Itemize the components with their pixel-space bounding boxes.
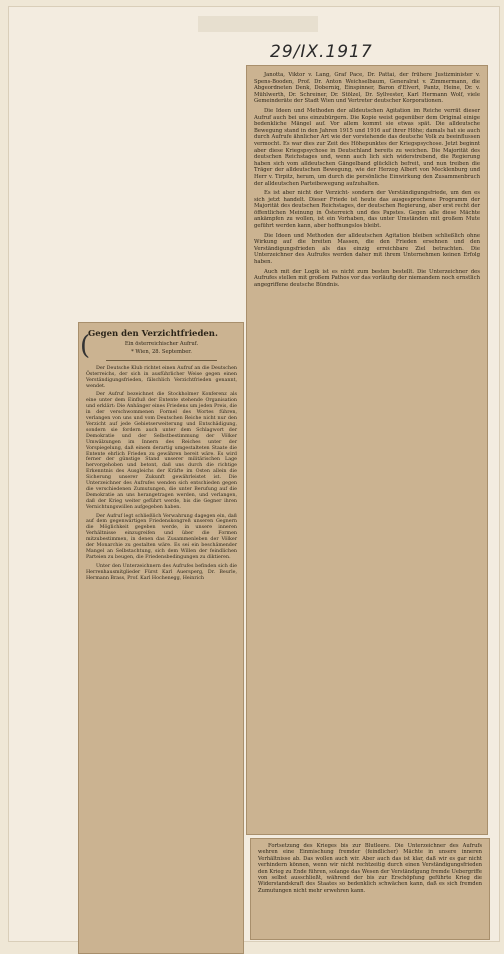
handwritten-date: 29/IX.1917 (270, 42, 373, 62)
article-dateline: * Wien, 28. September. (131, 348, 192, 355)
paragraph: Der Aufruf bezeichnet die Stockholmer Konferenz als eine unter dem Einfluß der Entente stehende Organisation und erklärt: Die Anhänger eines Friedens um jeden Preis, die in der verschwommenen Formel des Wortes führen, verlangen von uns und vom Deutschen Reiche nicht nur den Verzicht auf jede Gebietserweiterung und Entschädigung, sondern sie fordern auch unter dem Schlagwort der Demokratie und der Selbstbestimmung der Völker Umwälzungen im Innern des Reiches unter der Vorspiegelung, daß einem derartig umgestalteten Staate die Entente ehrlich Frieden zu gewähren bereit wäre. Es wird ferner der günstige Stand unserer militärischen Lage hervorgehoben und betont, daß uns durch die richtige Erkenntnis des Ausgleichs der Kräfte im Osten allein die Sicherung unserer Zukunft gewährleistet ist. Die Unterzeichner des Aufrufes wenden sich entschieden gegen die verschiedenen Zumutungen, die unter Berufung auf die Demokratie an uns herangetragen werden, und verlangen, daß der Krieg weiter geführt werde, bis die Gegner ihren Vernichtungswillen aufgegeben haben. (86, 392, 237, 510)
clipping-right-bottom (250, 838, 490, 940)
paragraph: Fortsetzung des Krieges bis zur Blutleere. Die Unterzeichner des Aufrufs wehren eine Einmischung fremder (feindlicher) Mächte in unsere inneren Verhältnisse ab. Das wollen auch wir. Aber auch das ist klar, daß wir es gar nicht verhindern können, wenn wir nicht rechtzeitig durch einen Verständigungsfrieden den Krieg zu Ende führen, solange das Wesen der Verständigung fremde Uebergriffe von selbst ausschließt, während der bis zur Erschöpfung geführte Krieg die Widerstandskraft des Staates so bedenklich schwächen kann, daß es sich fremden Zumutungen nicht mehr erwehren kann. (258, 843, 482, 894)
article-subtitle: Ein österreichischer Aufruf. (124, 341, 199, 347)
clipping-right-top (246, 65, 488, 835)
paragraph: Der Aufruf legt schließlich Verwahrung dagegen ein, daß auf dem gegenwärtigen Friedenskongreß unseren Gegnern die Möglichkeit gegeben werde, in unsere inneren Verhältnisse einzugreifen und über die Formen mitzubestimmen, in denen das Zusammenleben der Völker der Monarchie zu gestalten wäre. Es sei ein beschämender Mangel an Selbstachtung, sich dem Willen der feindlichen Parteien zu beugen, die Friedensbedingungen zu diktieren. (86, 513, 237, 560)
paragraph: Unter den Unterzeichnern des Aufrufes befinden sich die Herrenhausmitglieder Fürst Karl Auersperg, Dr. Beurle, Hermann Brass, Prof. Karl Hochenegg, Heinrich (86, 563, 237, 581)
bracket-mark: ( (80, 331, 91, 361)
paragraph: Der Deutsche Klub richtet einen Aufruf an die Deutschen Österreichs, der sich in ausführlicher Weise gegen einen Verständigungsfrieden, fälschlich Verzichtfrieden genannt, wendet. (86, 365, 237, 389)
paragraph: Es ist aber nicht der Verzicht- sondern der Verständigungsfriede, um den es sich jetzt handelt. Dieser Friede ist heute das ausgesprochene Programm der Majorität des deutschen Reichstages, der deutschen Regierung, aber erst recht der öffentlichen Meinung in Österreich und des Papstes. Gegen alle diese Mächte ankämpfen zu wollen, ist ein Vorhaben, das unter Umständen mit großem Mute geführt werden kann, aber hoffnungslos bleibt. (254, 190, 480, 230)
paragraph: Die Ideen und Methoden der alldeutschen Agitation im Reiche verrät dieser Aufruf auch bei uns einzubürgern. Die Kopie weist gegenüber dem Original einige bedenkliche Mängel auf. Vor allem kommt sie etwas spät. Die alldeutsche Bewegung stand in den Jahren 1915 und 1916 auf ihrer Höhe; damals hat sie auch durch Aufrufe ähnlicher Art wie der vorstehende das deutsche Volk zu beeinflussen vermocht. Es war dies zur Zeit des Höhepunktes der Kriegspsychose. Jetzt beginnt aber diese Kriegspsychose in Deutschland bereits zu weichen. Die Majorität des deutschen Reichstages und, wenn auch lich sich widerstrebend, die Regierung haben sich vom alldeutschen Gängelband glücklich befreit, und nun treiben die Träger der alldeutschen Bewegung, wie der Herzog Albert von Mecklenburg und Herr v. Tirpitz, herum, um durch die persönliche Einwirkung den Zusammenbruch der alldeutschen Parteibewegung aufzuhalten. (254, 107, 480, 187)
divider (106, 360, 217, 361)
clipping-left (78, 322, 244, 954)
article-heading: Gegen den Verzichtfrieden. (88, 329, 218, 339)
paragraph: Janotta, Viktor v. Lang, Graf Pace, Dr. Pattai, der frühere Justizminister v. Spens-Booden, Prof. Dr. Anton Weichselbaum, Generalrat v. Zimmermann, die Abgeordneten Denk, Doberniq, Einspinner, Baron d'Elvert, Pantz, Heine, Dr. v. Mühlwerth, Dr. Schreiner, Dr. Stölzel, Dr. Syllvester, Karl Hermann Wolf, viele Gemeinderäte der Stadt Wien und Vertreter deutscher Korporationen. (254, 72, 480, 105)
faint-stamp (198, 16, 318, 32)
paragraph: Auch mit der Logik ist es nicht zum besten bestellt. Die Unterzeichner des Aufrufes stellen mit großem Pathos vor das vorläufig der niemandem noch ernstlich angegriffene deutsche Bündnis. (254, 268, 480, 288)
paragraph: Die Ideen und Methoden der alldeutschen Agitation bleiben schließlich ohne Wirkung auf die breiten Massen, die den Frieden ersehnen und den Verständigungsfrieden als das einzig erreichbare Ziel betrachten. Die Unterzeichner des Aufrufes werden daher mit ihrem Unternehmen keinen Erfolg haben. (254, 232, 480, 266)
